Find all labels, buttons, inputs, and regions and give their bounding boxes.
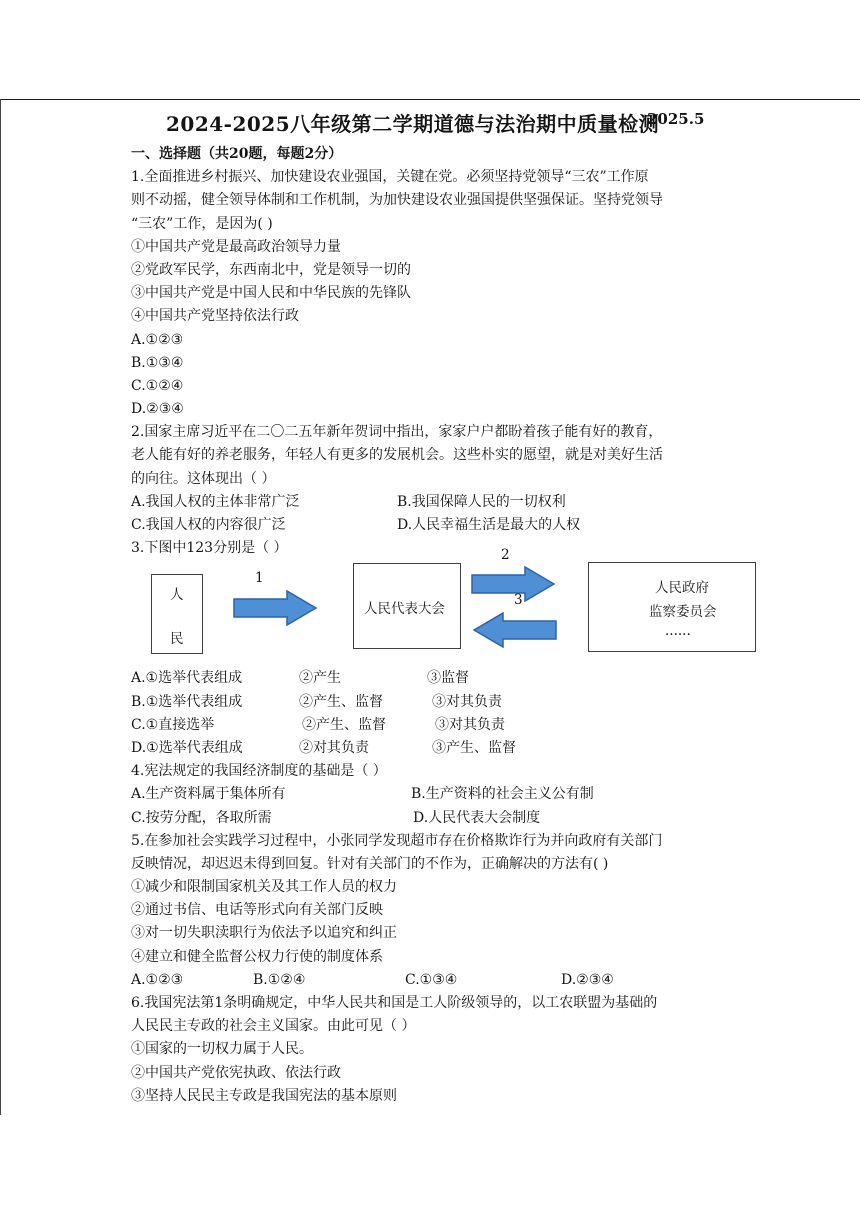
option-b: B.①②④ xyxy=(253,971,306,988)
option-c-part: ②产生、监督 xyxy=(302,716,386,733)
page-title: 2024-2025八年级第二学期道德与法治期中质量检测 xyxy=(166,112,660,136)
question-stem-line: 5.在参加社会实践学习过程中，小张同学发现超市存在价格欺诈行为并向政府有关部门 xyxy=(131,832,663,849)
option-c: C.①③④ xyxy=(405,971,458,988)
option-a: A.生产资料属于集体所有 xyxy=(131,786,286,803)
question-3 xyxy=(131,537,741,760)
question-stem-line: 老人能有好的养老服务，年轻人有更多的发展机会。这些朴实的愿望，就是对美好生活 xyxy=(131,447,663,464)
option-b: B.生产资料的社会主义公有制 xyxy=(411,786,594,803)
option-c: C.①②④ xyxy=(131,377,184,394)
option-d: D.人民幸福生活是最大的人权 xyxy=(397,517,581,533)
option-row xyxy=(131,783,741,806)
arrow-right-icon xyxy=(233,590,317,626)
option-c: C.①直接选举 xyxy=(131,716,215,733)
ellipsis-label: ...... xyxy=(665,623,691,640)
statement: ③对一切失职渎职行为依法予以追究和纠正 xyxy=(131,925,397,942)
exam-date: 2025.5 xyxy=(647,110,705,128)
option-b: B.①选举代表组成 xyxy=(131,693,243,710)
question-stem-line: 3.下图中123分别是（ ） xyxy=(131,540,288,557)
option-a-part: ③监督 xyxy=(427,670,469,687)
header xyxy=(0,108,860,138)
statement: ③坚持人民民主专政是我国宪法的基本原则 xyxy=(131,1087,397,1104)
question-stem-line: “三农”工作，是因为( ) xyxy=(131,215,273,232)
option-c-part: ③对其负责 xyxy=(435,716,505,733)
question-stem-line: 人民民主专政的社会主义国家。由此可见（ ） xyxy=(131,1018,416,1035)
arrow-label-1: 1 xyxy=(255,570,264,587)
statement: ①国家的一切权力属于人民。 xyxy=(131,1041,313,1058)
option-row xyxy=(131,667,741,690)
question-stem-line: 2.国家主席习近平在二〇二五年新年贺词中指出，家家户户都盼着孩子能有好的教育， xyxy=(131,424,663,441)
option-d: D.②③④ xyxy=(561,971,614,988)
arrow-right-icon xyxy=(471,566,555,602)
congress-label: 人民代表大会 xyxy=(364,601,445,618)
question-stem-line: 1.全面推进乡村振兴、加快建设农业强国，关键在党。必须坚持党领导“三农”工作原 xyxy=(131,169,649,186)
option-d-part: ②对其负责 xyxy=(299,739,369,756)
option-row xyxy=(131,714,741,737)
congress-box xyxy=(353,563,461,649)
arrow-label-3: 3 xyxy=(514,592,523,609)
section-heading: 一、选择题（共20题，每题2分） xyxy=(131,146,343,162)
question-2 xyxy=(131,421,741,537)
option-row xyxy=(131,491,741,514)
statement: ④建立和健全监督公权力行使的制度体系 xyxy=(131,948,383,965)
question-stem-line: 4.宪法规定的我国经济制度的基础是（ ） xyxy=(131,763,387,780)
option-a-part: ②产生 xyxy=(299,670,341,687)
question-4 xyxy=(131,760,741,830)
option-row xyxy=(131,514,741,537)
option-d-part: ③产生、监督 xyxy=(432,739,516,756)
option-a: A.①②③ xyxy=(131,331,184,348)
question-stem-line: 的向往。这体现出（ ） xyxy=(131,470,276,487)
statement: ④中国共产党坚持依法行政 xyxy=(131,308,299,325)
option-row xyxy=(131,737,741,760)
option-b: B.①③④ xyxy=(131,354,184,371)
people-box-char: 民 xyxy=(170,631,184,648)
option-b-part: ③对其负责 xyxy=(432,693,502,710)
option-a: A.①选举代表组成 xyxy=(131,670,243,687)
statement: ②中国共产党依宪执政、依法行政 xyxy=(131,1064,341,1081)
option-b: B.我国保障人民的一切权利 xyxy=(397,493,566,510)
option-row xyxy=(131,969,741,992)
statement: ②通过书信、电话等形式向有关部门反映 xyxy=(131,902,383,919)
option-a: A.我国人权的主体非常广泛 xyxy=(131,493,300,510)
government-label: 人民政府 xyxy=(655,580,709,597)
arrow-label-2: 2 xyxy=(501,547,510,564)
question-1 xyxy=(131,166,741,421)
people-box-char: 人 xyxy=(170,587,184,604)
statement: ②党政军民学，东西南北中，党是领导一切的 xyxy=(131,261,411,278)
supervision-label: 监察委员会 xyxy=(649,604,717,621)
option-b-part: ②产生、监督 xyxy=(299,693,383,710)
option-d: D.②③④ xyxy=(131,401,184,418)
question-list xyxy=(131,143,741,1108)
people-box xyxy=(151,574,203,654)
page-border-top xyxy=(0,99,860,100)
option-c: C.我国人权的内容很广泛 xyxy=(131,517,286,533)
page-border-left xyxy=(0,99,1,1115)
government-box xyxy=(588,562,756,652)
statement: ①中国共产党是最高政治领导力量 xyxy=(131,238,341,255)
option-d: D.①选举代表组成 xyxy=(131,739,243,756)
arrow-left-icon xyxy=(473,612,557,648)
option-c: C.按劳分配，各取所需 xyxy=(131,809,272,826)
option-row xyxy=(131,807,741,830)
option-row xyxy=(131,691,741,714)
question-stem-line: 则不动摇，健全领导体制和工作机制，为加快建设农业强国提供坚强保证。坚持党领导 xyxy=(131,192,663,209)
question-5 xyxy=(131,830,741,992)
option-a: A.①②③ xyxy=(131,971,184,988)
statement: ③中国共产党是中国人民和中华民族的先锋队 xyxy=(131,285,411,302)
question-stem-line: 反映情况，却迟迟未得到回复。针对有关部门的不作为，正确解决的方法有( ) xyxy=(131,855,609,872)
statement: ①减少和限制国家机关及其工作人员的权力 xyxy=(131,879,397,896)
question-6 xyxy=(131,992,741,1108)
question-stem-line: 6.我国宪法第1条明确规定，中华人民共和国是工人阶级领导的，以工农联盟为基础的 xyxy=(131,995,658,1011)
option-d: D.人民代表大会制度 xyxy=(413,809,541,826)
